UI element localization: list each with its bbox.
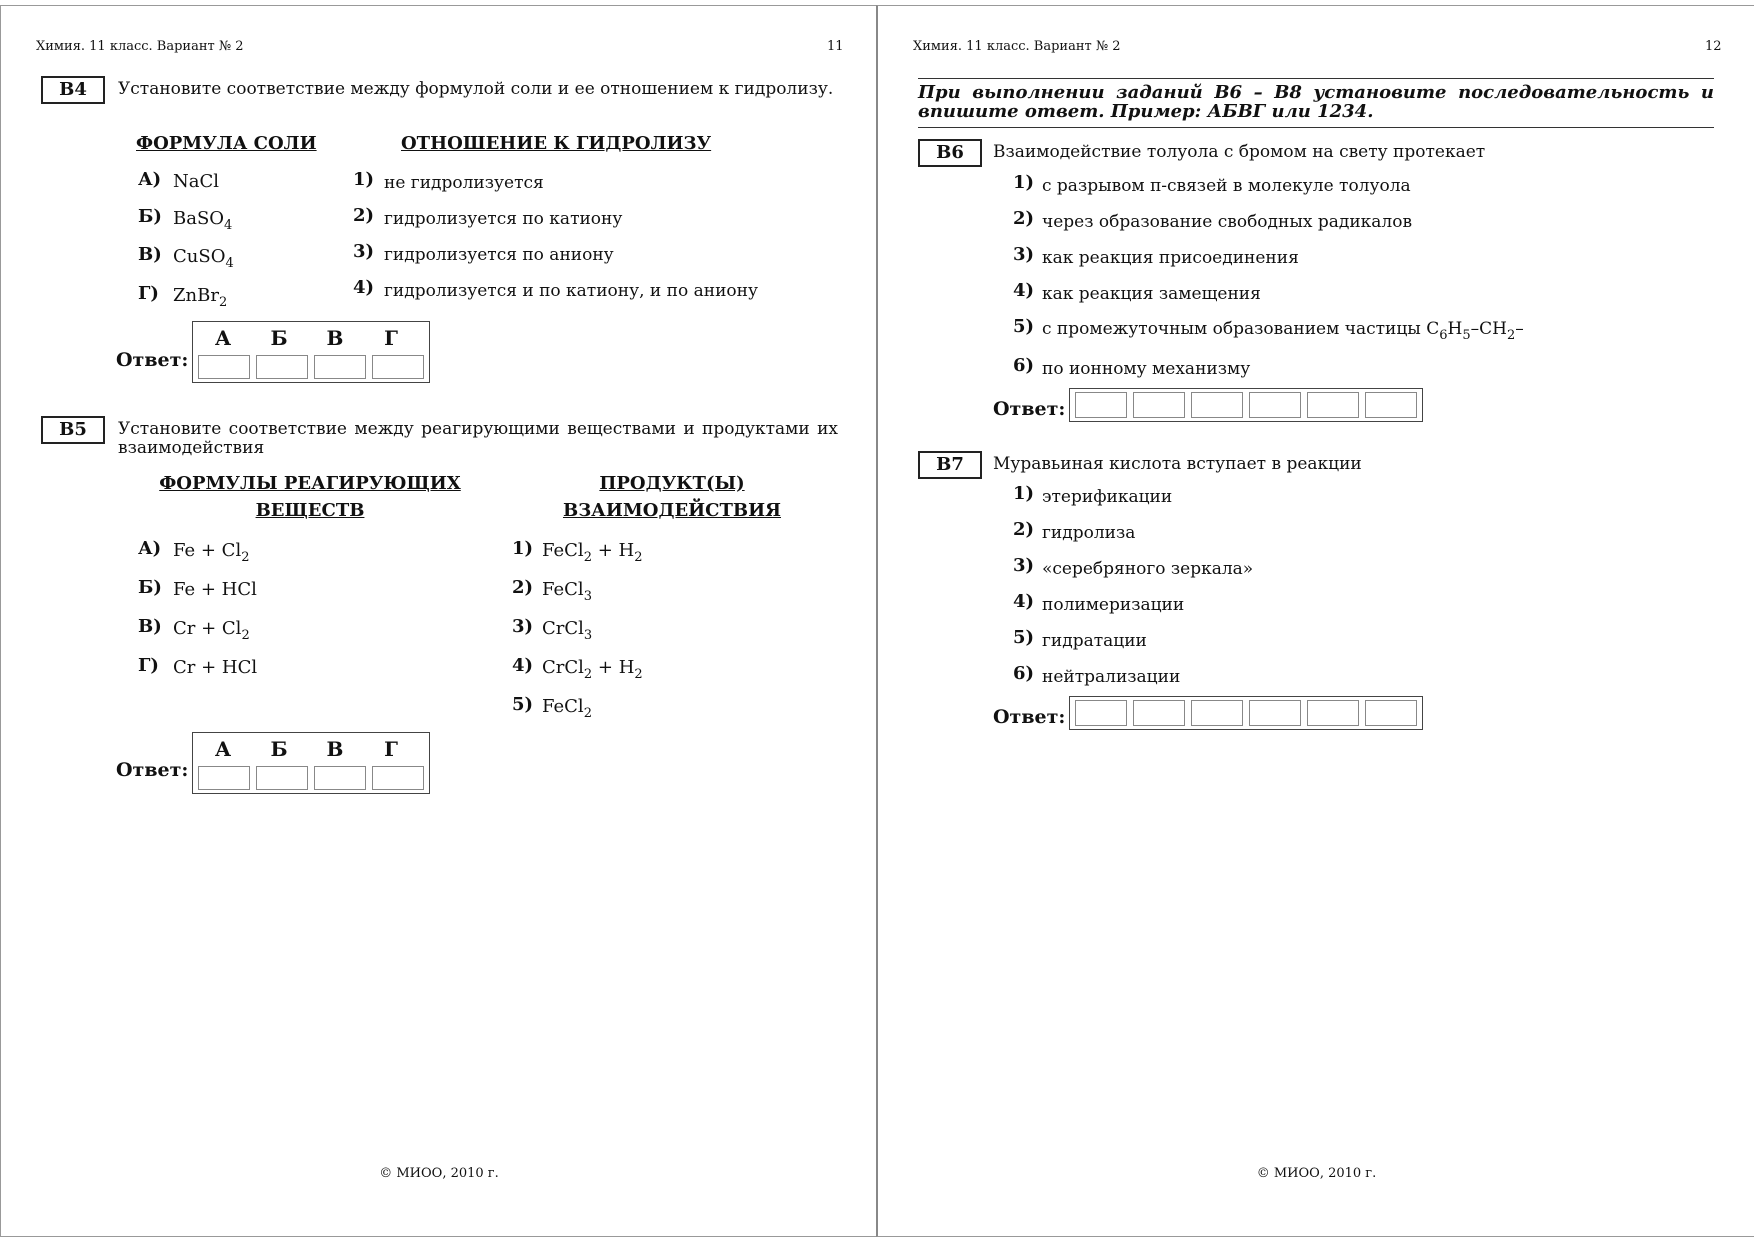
item-letter: В) (138, 616, 162, 637)
answer-col-a: А (214, 326, 232, 350)
option-number: 5) (1013, 627, 1035, 648)
item-letter: Б) (138, 206, 162, 227)
answer-col-v: В (326, 326, 344, 350)
answer-box[interactable] (1365, 700, 1417, 726)
answer-box[interactable] (256, 766, 308, 790)
option-number: 5) (512, 694, 534, 715)
item-formula: $Cr + Cl_2$ (173, 618, 250, 643)
option-text: не гидролизуется (384, 173, 544, 193)
right-page (876, 5, 1754, 1237)
option-text: как реакция замещения (1042, 284, 1261, 304)
answer-col-g: Г (384, 326, 398, 350)
task-tag-b6: B6 (918, 139, 982, 167)
option-number: 6) (1013, 663, 1035, 684)
item-formula: Fe + HCl (173, 579, 257, 600)
answer-box[interactable] (314, 355, 366, 379)
task-tag-b7: B7 (918, 451, 982, 479)
answer-box[interactable] (256, 355, 308, 379)
option-number: 2) (512, 577, 534, 598)
option-text: гидролизуется по аниону (384, 245, 614, 265)
answer-box[interactable] (1307, 392, 1359, 418)
b6-answer-table (1069, 388, 1423, 422)
option-text: полимеризации (1042, 595, 1185, 615)
option-number: 6) (1013, 355, 1035, 376)
b5-answer-table (192, 732, 430, 794)
answer-box[interactable] (198, 355, 250, 379)
option-number: 4) (512, 655, 534, 676)
option-formula: FeCl$_2$ (542, 696, 592, 721)
option-number: 3) (1013, 244, 1035, 265)
item-formula: $Fe + Cl_2$ (173, 540, 250, 565)
page-number: 12 (1705, 39, 1722, 54)
option-number: 5) (1013, 316, 1035, 337)
option-text: этерификации (1042, 487, 1173, 507)
option-text: гидролизуется и по катиону, и по аниону (384, 281, 758, 301)
answer-box[interactable] (1249, 392, 1301, 418)
option-number: 1) (353, 169, 375, 190)
task-b6-question: Взаимодействие толуола с бромом на свету протекает (993, 142, 1486, 162)
option-number: 4) (1013, 591, 1035, 612)
item-formula: ZnBr$_2$ (173, 285, 228, 310)
answer-box[interactable] (1075, 700, 1127, 726)
option-text: гидратации (1042, 631, 1147, 651)
page-footer: © МИОО, 2010 г. (1256, 1166, 1377, 1181)
b4-column-header-left: ФОРМУЛА СОЛИ (136, 133, 317, 154)
answer-box[interactable] (1365, 392, 1417, 418)
option-number: 1) (1013, 172, 1035, 193)
option-text: «серебряного зеркала» (1042, 559, 1254, 579)
option-text: через образование свободных радикалов (1042, 212, 1413, 232)
option-number: 2) (1013, 519, 1035, 540)
option-text: с промежуточным образованием частицы $C_6H_5-CH_2-$ (1042, 319, 1524, 343)
page-header: Химия. 11 класс. Вариант № 2 (913, 39, 1121, 54)
option-text: нейтрализации (1042, 667, 1181, 687)
option-number: 3) (1013, 555, 1035, 576)
item-letter: Г) (138, 655, 159, 676)
answer-box[interactable] (1133, 392, 1185, 418)
item-formula: CuSO$_4$ (173, 246, 234, 271)
b4-answer-table (192, 321, 430, 383)
task-b4-question: Установите соответствие между формулой соли и ее отношением к гидролизу. (118, 79, 834, 99)
option-number: 2) (353, 205, 375, 226)
answer-box[interactable] (1075, 392, 1127, 418)
page-footer: © МИОО, 2010 г. (379, 1166, 499, 1181)
answer-box[interactable] (372, 766, 424, 790)
answer-box[interactable] (1191, 392, 1243, 418)
option-text: с разрывом π-связей в молекуле толуола (1042, 176, 1411, 196)
answer-box[interactable] (1191, 700, 1243, 726)
option-number: 3) (353, 241, 375, 262)
option-number: 4) (1013, 280, 1035, 301)
b5-column-header-left: ФОРМУЛЫ РЕАГИРУЮЩИХ ВЕЩЕСТВ (159, 473, 461, 521)
b4-column-header-right: ОТНОШЕНИЕ К ГИДРОЛИЗУ (401, 133, 712, 154)
answer-box[interactable] (1133, 700, 1185, 726)
answer-col-v: В (326, 737, 344, 761)
item-letter: Б) (138, 577, 162, 598)
page-number: 11 (827, 39, 844, 54)
b5-column-header-right: ПРОДУКТ(Ы) ВЗАИМОДЕЙСТВИЯ (562, 473, 781, 521)
b4-answer-label: Ответ: (116, 349, 189, 371)
item-letter: А) (138, 538, 162, 559)
item-letter: А) (138, 169, 162, 190)
option-number: 1) (512, 538, 534, 559)
option-text: по ионному механизму (1042, 359, 1251, 379)
b5-answer-label: Ответ: (116, 759, 189, 781)
item-letter: Г) (138, 283, 159, 304)
option-text: как реакция присоединения (1042, 248, 1299, 268)
answer-box[interactable] (1307, 700, 1359, 726)
answer-box[interactable] (1249, 700, 1301, 726)
task-b7-question: Муравьиная кислота вступает в реакции (993, 454, 1362, 474)
task-tag-b5: B5 (41, 416, 105, 444)
option-formula: CrCl$_3$ (542, 618, 593, 643)
left-page (0, 5, 877, 1237)
option-text: гидролиза (1042, 523, 1136, 543)
section-instruction: При выполнении заданий B6 – B8 установите последовательность и впишите ответ. Пример: АБВГ или 1234. (918, 78, 1714, 128)
option-number: 3) (512, 616, 534, 637)
item-letter: В) (138, 244, 162, 265)
b7-answer-label: Ответ: (993, 706, 1066, 728)
page-header: Химия. 11 класс. Вариант № 2 (36, 39, 244, 54)
answer-col-a: А (214, 737, 232, 761)
answer-col-g: Г (384, 737, 398, 761)
item-formula: Cr + HCl (173, 657, 258, 678)
option-formula: FeCl$_3$ (542, 579, 592, 604)
b7-answer-table (1069, 696, 1423, 730)
answer-col-b: Б (270, 326, 288, 350)
option-formula: CrCl$_2$ + $H_2$ (542, 657, 643, 682)
option-number: 2) (1013, 208, 1035, 229)
answer-box[interactable] (314, 766, 366, 790)
task-tag-b4: B4 (41, 76, 105, 104)
option-number: 1) (1013, 483, 1035, 504)
option-formula: FeCl$_2$ + $H_2$ (542, 540, 643, 565)
task-b5-question: Установите соответствие между реагирующими веществами и продуктами их взаимодействия (118, 419, 838, 458)
option-text: гидролизуется по катиону (384, 209, 623, 229)
b6-answer-label: Ответ: (993, 398, 1066, 420)
item-formula: BaSO$_4$ (173, 208, 233, 233)
item-formula: NaCl (173, 171, 220, 192)
answer-box[interactable] (372, 355, 424, 379)
answer-col-b: Б (270, 737, 288, 761)
option-number: 4) (353, 277, 375, 298)
answer-box[interactable] (198, 766, 250, 790)
